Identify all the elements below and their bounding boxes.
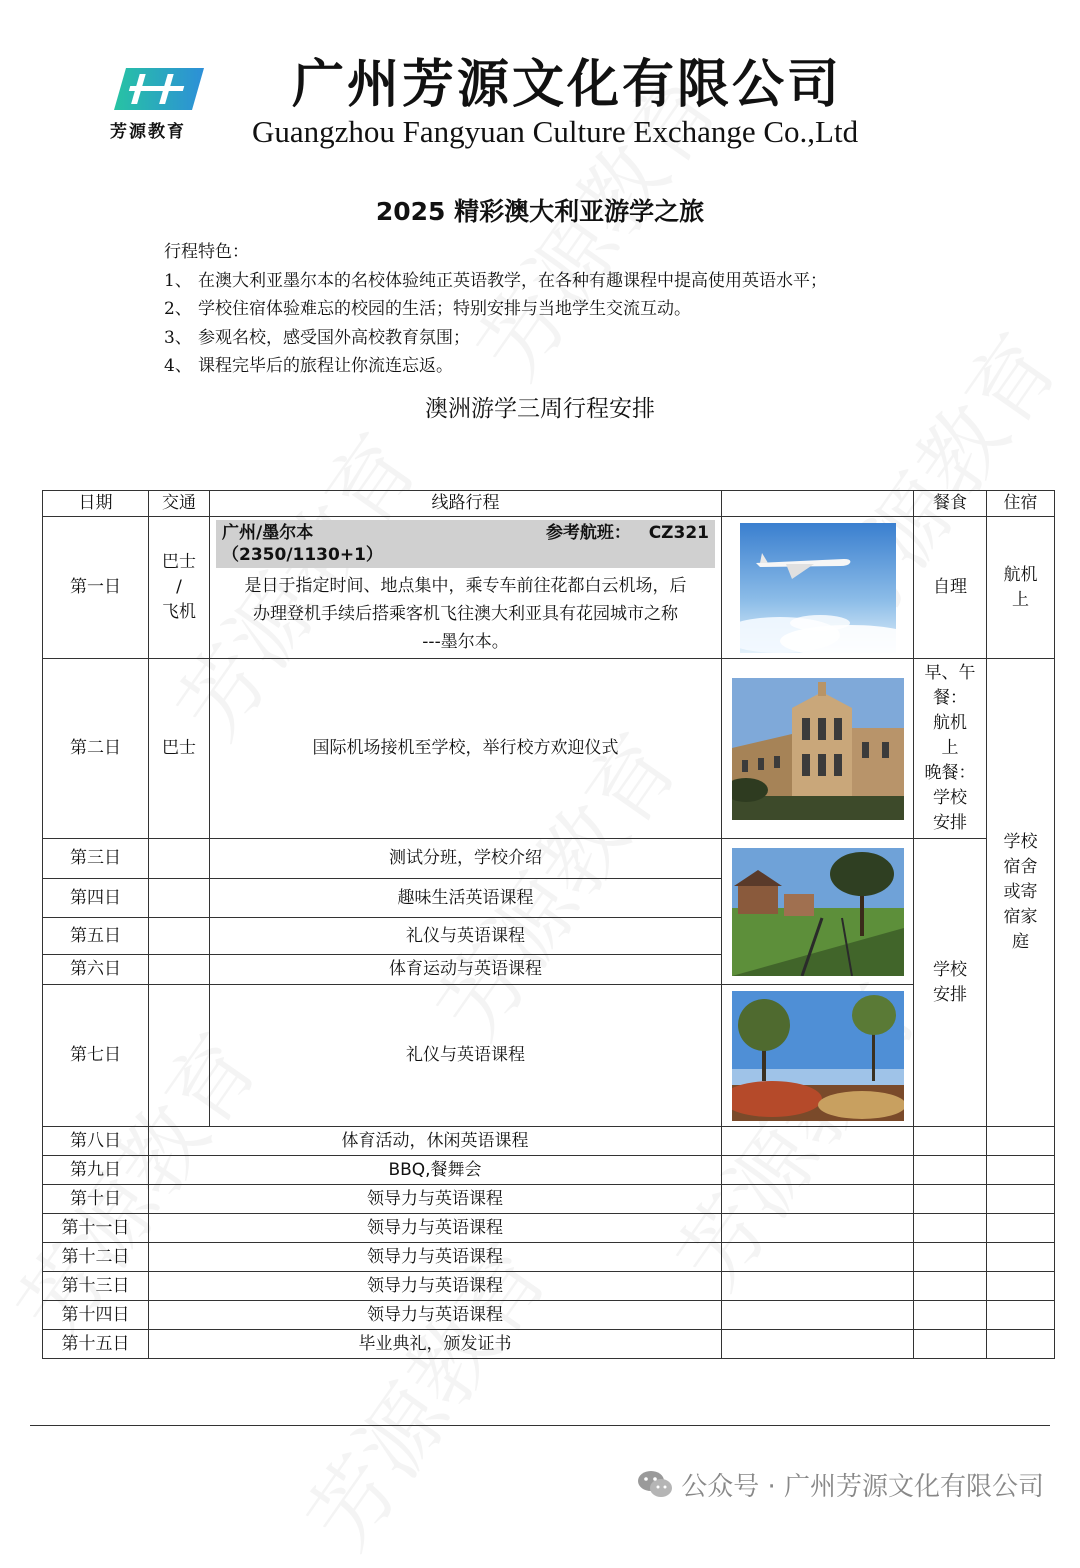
logo-text: 芳源教育	[110, 122, 186, 142]
lodging-cell: 航机 上	[987, 517, 1055, 659]
route-cell: 领导力与英语课程	[149, 1272, 722, 1301]
airplane-photo	[740, 523, 896, 653]
feature-item: 4、 课程完毕后的旅程让你流连忘返。	[164, 356, 453, 376]
features-section	[164, 238, 827, 381]
feature-item: 3、 参观名校，感受国外高校教育氛围；	[164, 327, 470, 348]
company-logo	[112, 66, 208, 114]
table-row	[43, 1301, 1055, 1330]
document-title: 2025 精彩澳大利亚游学之旅	[375, 197, 705, 226]
photo-cell	[722, 1156, 914, 1185]
date-cell: 第十二日	[43, 1243, 149, 1272]
lodging-cell	[987, 1301, 1055, 1330]
photo-cell	[722, 1301, 914, 1330]
date-cell: 第一日	[43, 517, 149, 659]
campus-lawn-photo	[732, 848, 904, 976]
school-building-photo	[732, 678, 904, 820]
lodging-cell	[987, 1330, 1055, 1359]
company-name-en: Guangzhou Fangyuan Culture Exchange Co.,Ltd	[252, 114, 859, 149]
transport-cell	[149, 985, 210, 1127]
table-row	[43, 1156, 1055, 1185]
meals-cell	[914, 1243, 987, 1272]
table-header-row	[43, 491, 1055, 517]
transport-cell	[149, 955, 210, 985]
logo-mark-icon	[112, 66, 208, 114]
route-cell: 毕业典礼，颁发证书	[149, 1330, 722, 1359]
date-cell: 第十四日	[43, 1301, 149, 1330]
date-cell: 第八日	[43, 1127, 149, 1156]
transport-cell: 巴士	[149, 659, 210, 839]
photo-cell	[722, 1185, 914, 1214]
footer-divider	[30, 1425, 1050, 1426]
lodging-cell	[987, 1243, 1055, 1272]
table-row	[43, 1185, 1055, 1214]
flight-ref: 参考航班： CZ321	[545, 522, 709, 543]
footer	[637, 1466, 1044, 1506]
route-cell: 趣味生活英语课程	[210, 879, 722, 918]
photo-cell	[722, 1272, 914, 1301]
meals-cell	[914, 1272, 987, 1301]
table-row	[43, 1127, 1055, 1156]
route-cell: 国际机场接机至学校，举行校方欢迎仪式	[210, 659, 722, 839]
route-cell	[210, 517, 722, 659]
photo-cell	[722, 517, 914, 659]
table-row	[43, 1214, 1055, 1243]
date-cell: 第十一日	[43, 1214, 149, 1243]
route-cell: BBQ,餐舞会	[149, 1156, 722, 1185]
route-city: 广州/墨尔本	[222, 522, 314, 543]
route-cell: 领导力与英语课程	[149, 1301, 722, 1330]
company-name-cn: 广州芳源文化有限公司	[292, 54, 843, 115]
photo-cell	[722, 1127, 914, 1156]
date-cell: 第四日	[43, 879, 149, 918]
photo-cell	[722, 659, 914, 839]
lake-photo	[732, 991, 904, 1121]
date-cell: 第十日	[43, 1185, 149, 1214]
flight-time: （2350/1130+1）	[222, 544, 383, 565]
header-route: 线路行程	[210, 491, 722, 517]
header-date: 日期	[43, 491, 149, 517]
footer-text: 公众号 · 广州芳源文化有限公司	[681, 1472, 1044, 1502]
lodging-cell	[987, 1156, 1055, 1185]
flight-info-bar	[216, 520, 715, 568]
date-cell: 第九日	[43, 1156, 149, 1185]
route-cell: 领导力与英语课程	[149, 1243, 722, 1272]
transport-cell	[149, 879, 210, 918]
transport-cell	[149, 918, 210, 955]
table-row	[43, 985, 1055, 1127]
header-meals: 餐食	[914, 491, 987, 517]
schedule-title: 澳洲游学三周行程安排	[425, 396, 655, 422]
date-cell: 第十五日	[43, 1330, 149, 1359]
meals-cell	[914, 1127, 987, 1156]
date-cell: 第二日	[43, 659, 149, 839]
meals-cell	[914, 1301, 987, 1330]
itinerary-table	[42, 490, 1055, 1359]
table-row	[43, 1330, 1055, 1359]
route-cell: 礼仪与英语课程	[210, 985, 722, 1127]
route-cell: 领导力与英语课程	[149, 1214, 722, 1243]
route-cell: 领导力与英语课程	[149, 1185, 722, 1214]
photo-cell	[722, 1214, 914, 1243]
meals-cell	[914, 1214, 987, 1243]
photo-cell	[722, 1243, 914, 1272]
lodging-cell	[987, 1272, 1055, 1301]
route-cell: 体育运动与英语课程	[210, 955, 722, 985]
transport-cell	[149, 839, 210, 879]
meals-cell	[914, 1185, 987, 1214]
route-cell: 礼仪与英语课程	[210, 918, 722, 955]
table-row	[43, 659, 1055, 839]
date-cell: 第十三日	[43, 1272, 149, 1301]
header-photo	[722, 491, 914, 517]
feature-item: 2、 学校住宿体验难忘的校园的生活；特别安排与当地学生交流互动。	[164, 299, 691, 319]
route-cell: 体育活动，休闲英语课程	[149, 1127, 722, 1156]
table-row	[43, 1272, 1055, 1301]
route-cell: 测试分班，学校介绍	[210, 839, 722, 879]
header-transport: 交通	[149, 491, 210, 517]
lodging-cell	[987, 1127, 1055, 1156]
date-cell: 第三日	[43, 839, 149, 879]
meals-cell	[914, 1330, 987, 1359]
date-cell: 第六日	[43, 955, 149, 985]
meals-cell: 自理	[914, 517, 987, 659]
lodging-cell: 学校 宿舍 或寄 宿家 庭	[987, 659, 1055, 1127]
lodging-cell	[987, 1185, 1055, 1214]
wechat-icon	[637, 1469, 673, 1506]
meals-cell: 早、午 餐： 航机 上 晚餐： 学校 安排	[914, 659, 987, 839]
table-row	[43, 839, 1055, 879]
table-row	[43, 517, 1055, 659]
meals-cell	[914, 1156, 987, 1185]
date-cell: 第五日	[43, 918, 149, 955]
day1-description: 是日于指定时间、地点集中，乘专车前往花都白云机场，后 办理登机手续后搭乘客机飞往澳大利亚具有花园城市之称 ---墨尔本。	[244, 575, 687, 652]
lodging-cell	[987, 1214, 1055, 1243]
table-row	[43, 1243, 1055, 1272]
feature-item: 1、 在澳大利亚墨尔本的名校体验纯正英语教学，在各种有趣课程中提高使用英语水平；	[164, 270, 827, 291]
date-cell: 第七日	[43, 985, 149, 1127]
meals-cell: 学校 安排	[914, 839, 987, 1127]
photo-cell	[722, 985, 914, 1127]
features-heading: 行程特色：	[164, 242, 249, 262]
photo-cell	[722, 839, 914, 985]
transport-cell: 巴士 / 飞机	[149, 517, 210, 659]
photo-cell	[722, 1330, 914, 1359]
header-lodging: 住宿	[987, 491, 1055, 517]
